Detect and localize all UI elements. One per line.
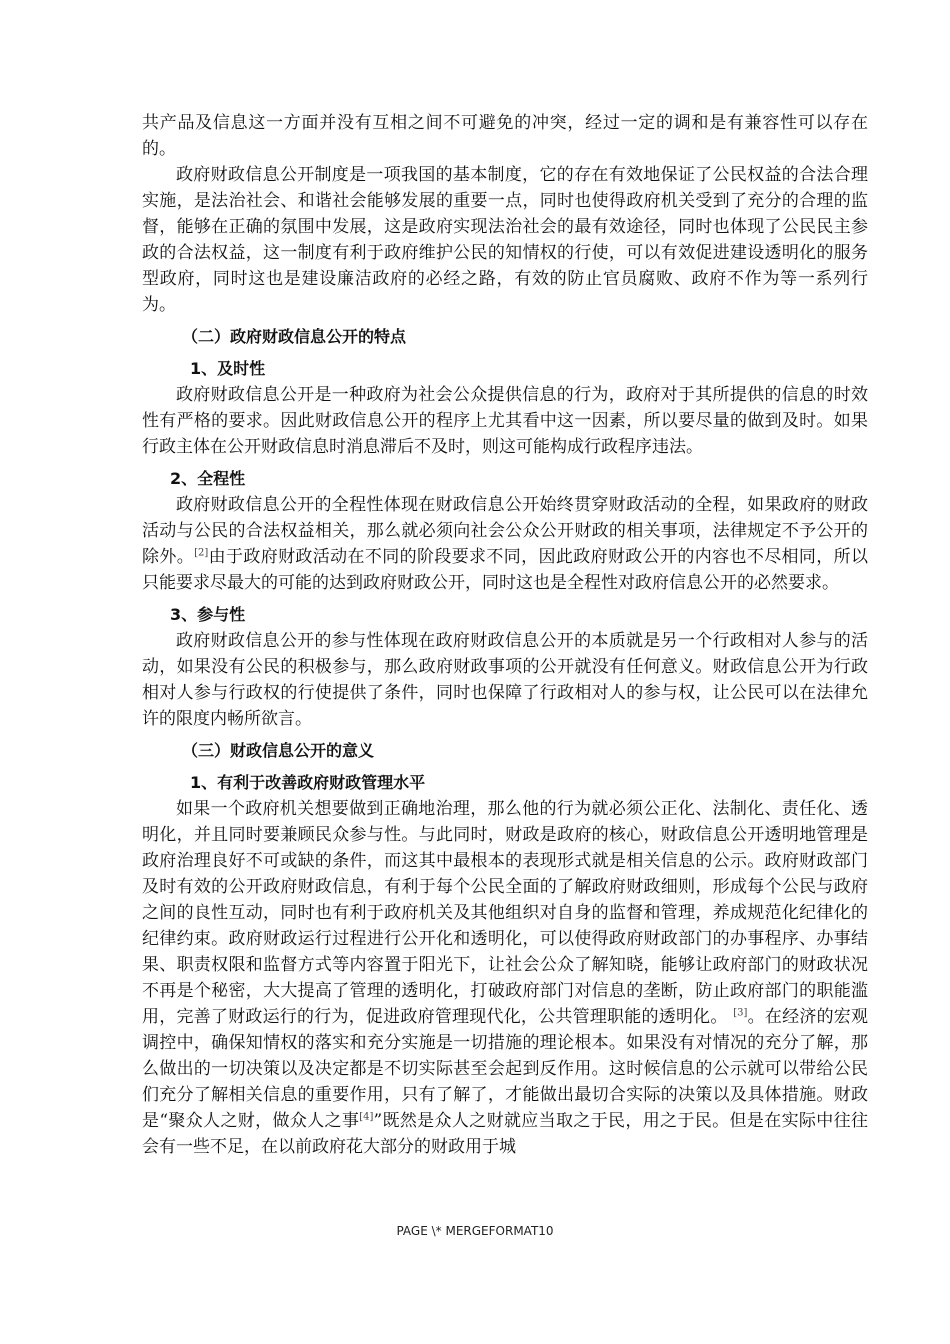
citation-ref-3: [3] <box>733 1007 748 1019</box>
citation-ref-4: [4] <box>359 1111 374 1123</box>
paragraph-whole-process <box>142 492 868 596</box>
section-heading-meaning: （三）财政信息公开的意义 <box>182 741 375 760</box>
paragraph-timely: 政府财政信息公开是一种政府为社会公众提供信息的行为，政府对于其所提供的信息的时效性有严格的要求。因此财政信息公开的程序上尤其看中这一因素，所以要尽量的做到及时。如果行政主体在公开财政信息时消息滞后不及时，则这可能构成行政程序违法。 <box>142 385 868 457</box>
paragraph-mgmt-text-c: ”既然是众人之财就应当取之于民，用之于民。但是在实际中往往会有一些不足，在以前政府花大部分的财政用于城 <box>142 1111 868 1157</box>
paragraph-intro-tail: 共产品及信息这一方面并没有互相之间不可避免的冲突，经过一定的调和是有兼容性可以存在的。 <box>142 113 868 159</box>
subheading-participation: 3、参与性 <box>170 605 246 624</box>
paragraph-system: 政府财政信息公开制度是一项我国的基本制度，它的存在有效地保证了公民权益的合法合理实施，是法治社会、和谐社会能够发展的重要一点，同时也使得政府机关受到了充分的合理的监督，能够在正确的氛围中发展，这是政府实现法治社会的最有效途径，同时也体现了公民民主参政的合法权益，这一制度有利于政府维护公民的知情权的行使，可以有效促进建设透明化的服务型政府，同时这也是建设廉洁政府的必经之路，有效的防止官员腐败、政府不作为等一系列行为。 <box>142 165 868 315</box>
page-footer-field: PAGE \* MERGEFORMAT10 <box>396 1224 554 1238</box>
paragraph-mgmt-text-a: 如果一个政府机关想要做到正确地治理，那么他的行为就必须公正化、法制化、责任化、透明化，并且同时要兼顾民众参与性。与此同时，财政是政府的核心，财政信息公开透明地管理是政府治理良好不可或缺的条件，而这其中最根本的表现形式就是相关信息的公示。政府财政部门及时有效的公开政府财政信息，有利于每个公民全面的了解政府财政细则，形成每个公民与政府之间的良性互动，同时也有利于政府机关及其他组织对自身的监督和管理，养成规范化纪律化的纪律约束。政府财政运行过程进行公开化和透明化，可以使得政府财政部门的办事程序、办事结果、职责权限和监督方式等内容置于阳光下，让社会公众了解知晓，能够让政府部门的财政状况不再是个秘密，大大提高了管理的透明化，打破政府部门对信息的垄断，防止政府部门的职能滥用，完善了财政运行的行为，促进政府管理现代化，公共管理职能的透明化。 <box>142 799 868 1027</box>
subheading-management: 1、有利于改善政府财政管理水平 <box>190 773 426 792</box>
citation-ref-2: [2] <box>194 547 209 559</box>
paragraph-management <box>142 796 868 1160</box>
paragraph-mgmt-text-b: 。在经济的宏观调控中，确保知情权的落实和充分实施是一切措施的理论根本。如果没有对情况的充分了解，那么做出的一切决策以及决定都是不切实际甚至会起到反作用。这时候信息的公示就可以带给公民们充分了解相关信息的重要作用，只有了解了，才能做出最切合实际的决策以及具体措施。财政是“聚众人之财，做众人之事 <box>142 1007 869 1131</box>
subheading-timely: 1、及时性 <box>190 359 266 378</box>
paragraph-participation: 政府财政信息公开的参与性体现在政府财政信息公开的本质就是另一个行政相对人参与的活动，如果没有公民的积极参与，那么政府财政事项的公开就没有任何意义。财政信息公开为行政相对人参与行政权的行使提供了条件，同时也保障了行政相对人的参与权，让公民可以在法律允许的限度内畅所欲言。 <box>142 631 868 729</box>
section-heading-features: （二）政府财政信息公开的特点 <box>182 327 407 346</box>
paragraph-whole-text-a: 政府财政信息公开的全程性体现在财政信息公开始终贯穿财政活动的全程，如果政府的财政活动与公民的合法权益相关，那么就必须向社会公众公开财政的相关事项，法律规定不予公开的除外。 <box>142 495 868 567</box>
paragraph-whole-text-b: 由于政府财政活动在不同的阶段要求不同，因此政府财政公开的内容也不尽相同，所以只能要求尽最大的可能的达到政府财政公开，同时这也是全程性对政府信息公开的必然要求。 <box>142 547 869 593</box>
document-body <box>142 110 868 1160</box>
subheading-whole-process: 2、全程性 <box>170 469 246 488</box>
